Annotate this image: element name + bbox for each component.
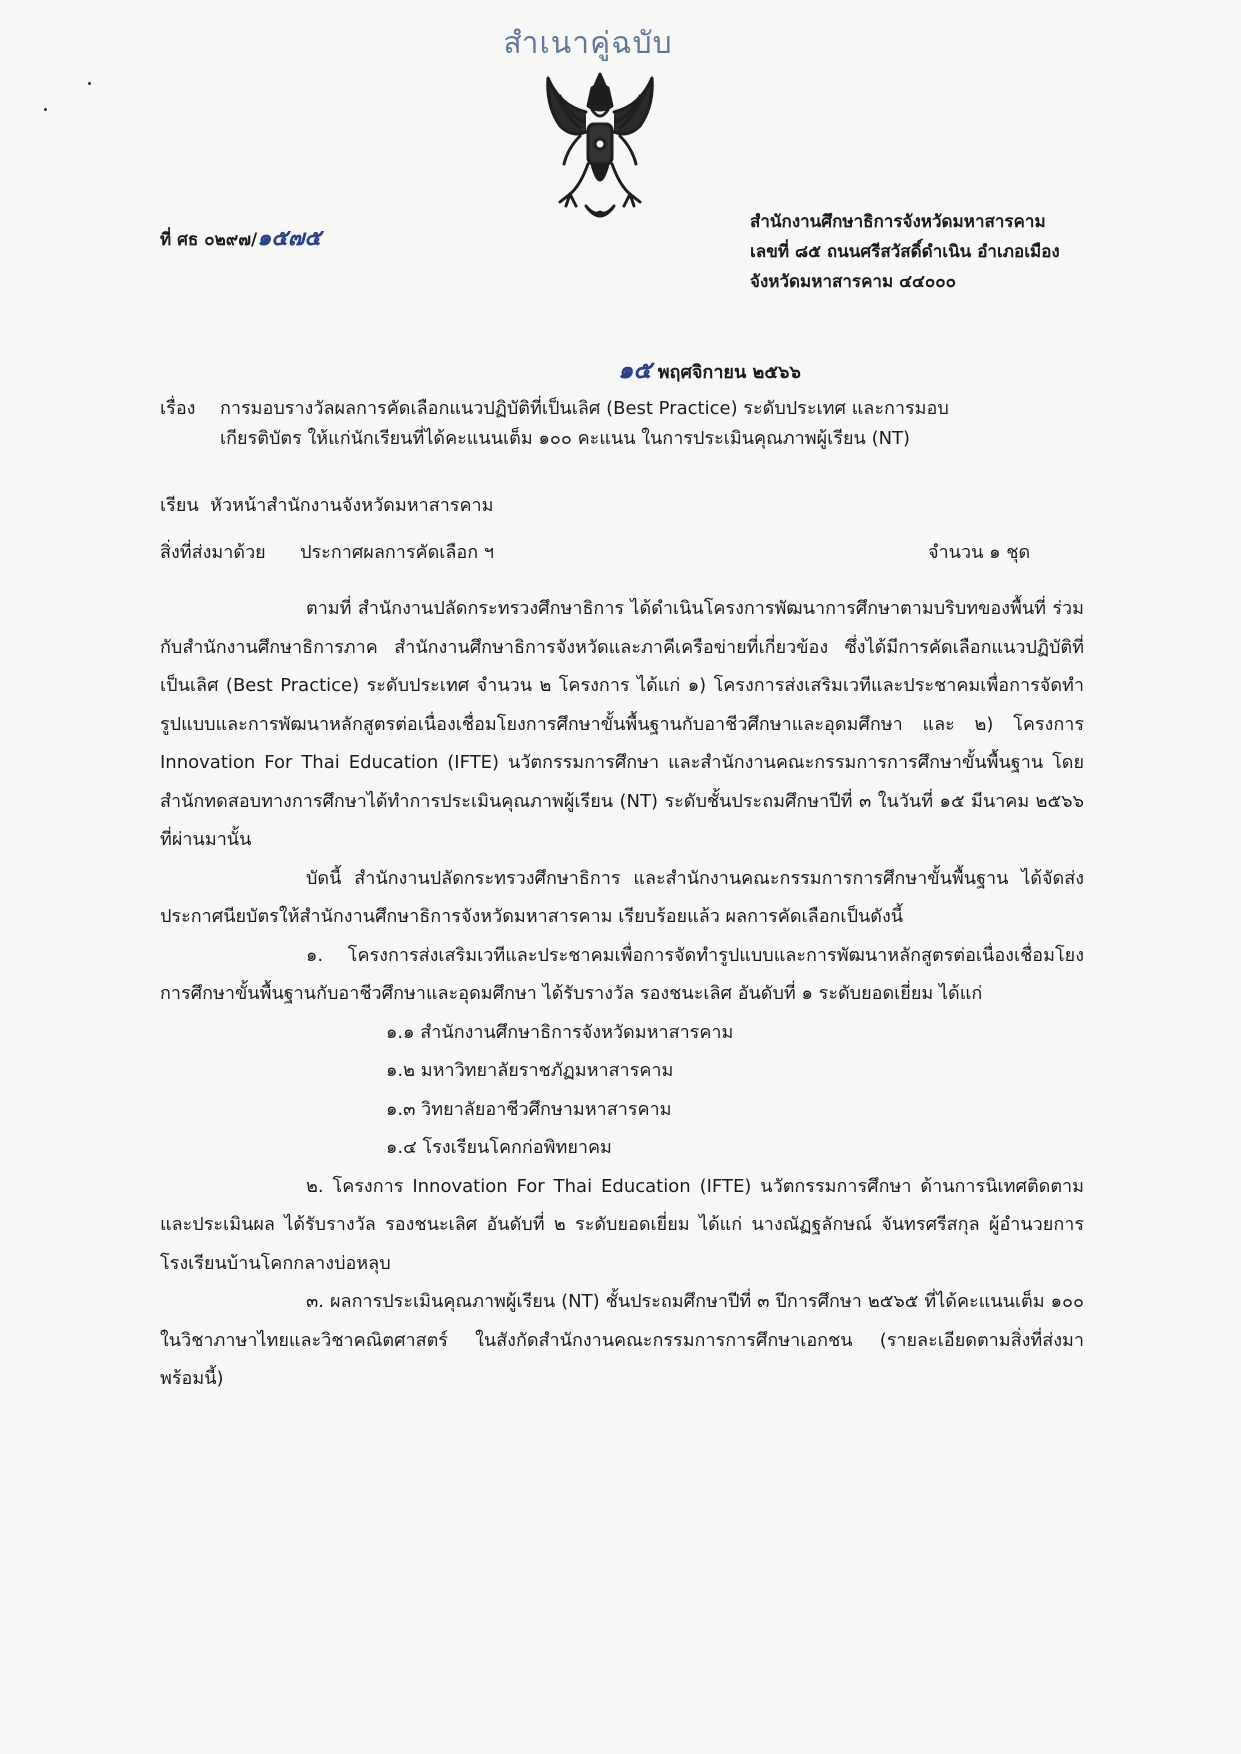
sender-address	[750, 207, 1150, 297]
item-2: ๒. โครงการ Innovation For Thai Education (IFTE) นวัตกรรมการศึกษา ด้านการนิเทศติดตามและประเมินผล ได้รับรางวัล รองชนะเลิศ อันดับที่ ๒ ระดับยอดเยี่ยม ได้แก่ นางณัฏฐลักษณ์ จันทรศรีสกุล ผู้อำนวยการโรงเรียนบ้านโคกกลางบ่อหลุบ	[160, 1175, 1084, 1274]
item-1: ๑. โครงการส่งเสริมเวทีและประชาคมเพื่อการจัดทำรูปแบบและการพัฒนาหลักสูตรต่อเนื่องเชื่อมโยงการศึกษาขั้นพื้นฐานกับอาชีวศึกษาและอุดมศึกษา ได้รับรางวัล รองชนะเลิศ อันดับที่ ๑ ระดับยอดเยี่ยม ได้แก่	[160, 944, 1084, 1004]
subject-line-2: เกียรติบัตร ให้แก่นักเรียนที่ได้คะแนนเต็ม ๑๐๐ คะแนน ในการประเมินคุณภาพผู้เรียน (NT)	[220, 428, 911, 449]
subject-line-1: การมอบรางวัลผลการคัดเลือกแนวปฏิบัติที่เป็นเลิศ (Best Practice) ระดับประเทศ และการมอบ	[220, 398, 949, 419]
recipient-text: หัวหน้าสำนักงานจังหวัดมหาสารคาม	[210, 495, 494, 516]
item-3: ๓. ผลการประเมินคุณภาพผู้เรียน (NT) ชั้นประถมศึกษาปีที่ ๓ ปีการศึกษา ๒๕๖๕ ที่ได้คะแนนเต็ม ๑๐๐ ในวิชาภาษาไทยและวิชาคณิตศาสตร์ ในสังกัดสำนักงานคณะกรรมการการศึกษาเอกชน (รายละเอียดตามสิ่งที่ส่งมาพร้อมนี้)	[160, 1291, 1084, 1389]
paragraph-1: ตามที่ สำนักงานปลัดกระทรวงศึกษาธิการ ได้ดำเนินโครงการพัฒนาการศึกษาตามบริบทของพื้นที่ ร่วมกับสำนักงานศึกษาธิการภาค สำนักงานศึกษาธิการจังหวัดและภาคีเครือข่ายที่เกี่ยวข้อง ซึ่งได้มีการคัดเลือกแนวปฏิบัติที่เป็นเลิศ (Best Practice) ระดับประเทศ จำนวน ๒ โครงการ ได้แก่ ๑) โครงการส่งเสริมเวทีและประชาคมเพื่อการจัดทำรูปแบบและการพัฒนาหลักสูตรต่อเนื่องเชื่อมโยงการศึกษาขั้นพื้นฐานกับอาชีวศึกษาและอุดมศึกษา และ ๒) โครงการ Innovation For Thai Education (IFTE) นวัตกรรมการศึกษา และสำนักงานคณะกรรมการการศึกษาขั้นพื้นฐาน โดยสำนักทดสอบทางการศึกษาได้ทำการประเมินคุณภาพผู้เรียน (NT) ระดับชั้นประถมศึกษาปีที่ ๓ ในวันที่ ๑๕ มีนาคม ๒๕๖๖ ที่ผ่านมานั้น	[160, 598, 1084, 850]
sender-line: เลขที่ ๘๕ ถนนศรีสวัสดิ์ดำเนิน อำเภอเมือง	[750, 242, 1060, 262]
garuda-emblem-icon	[520, 66, 680, 236]
enclosure	[160, 538, 1060, 568]
item-1-sub: ๑.๔ โรงเรียนโคกก่อพิทยาคม	[386, 1137, 612, 1158]
copy-stamp: สำเนาคู่ฉบับ	[503, 26, 673, 61]
sender-line: สำนักงานศึกษาธิการจังหวัดมหาสารคาม	[750, 212, 1046, 232]
letter-body	[160, 590, 1084, 1399]
speck	[44, 108, 47, 111]
subject	[160, 394, 1100, 454]
recipient	[160, 491, 493, 521]
sender-line: จังหวัดมหาสารคาม ๔๔๐๐๐	[750, 272, 956, 292]
subject-label: เรื่อง	[160, 398, 196, 419]
recipient-label: เรียน	[160, 495, 199, 516]
paragraph-2: บัดนี้ สำนักงานปลัดกระทรวงศึกษาธิการ และสำนักงานคณะกรรมการการศึกษาขั้นพื้นฐาน ได้จัดส่งประกาศนียบัตรให้สำนักงานศึกษาธิการจังหวัดมหาสารคาม เรียบร้อยแล้ว ผลการคัดเลือกเป็นดังนี้	[160, 867, 1084, 927]
date-day-handwritten: ๑๕	[618, 356, 652, 384]
speck	[88, 82, 91, 85]
enclosure-label: สิ่งที่ส่งมาด้วย	[160, 542, 266, 563]
document-number-prefix: ที่ ศธ ๐๒๙๗/	[160, 230, 258, 250]
document-number	[160, 220, 321, 255]
item-1-sub: ๑.๓ วิทยาลัยอาชีวศึกษามหาสารคาม	[386, 1098, 672, 1120]
enclosure-quantity: จำนวน ๑ ชุด	[928, 542, 1031, 563]
document-number-handwritten: ๑๕๗๕	[257, 226, 322, 251]
item-1-sub: ๑.๒ มหาวิทยาลัยราชภัฏมหาสารคาม	[386, 1060, 674, 1081]
date-month-year: พฤศจิกายน ๒๕๖๖	[657, 362, 801, 383]
enclosure-text: ประกาศผลการคัดเลือก ฯ	[300, 542, 494, 563]
document-date	[618, 350, 801, 389]
item-1-sub: ๑.๑ สำนักงานศึกษาธิการจังหวัดมหาสารคาม	[386, 1021, 734, 1043]
